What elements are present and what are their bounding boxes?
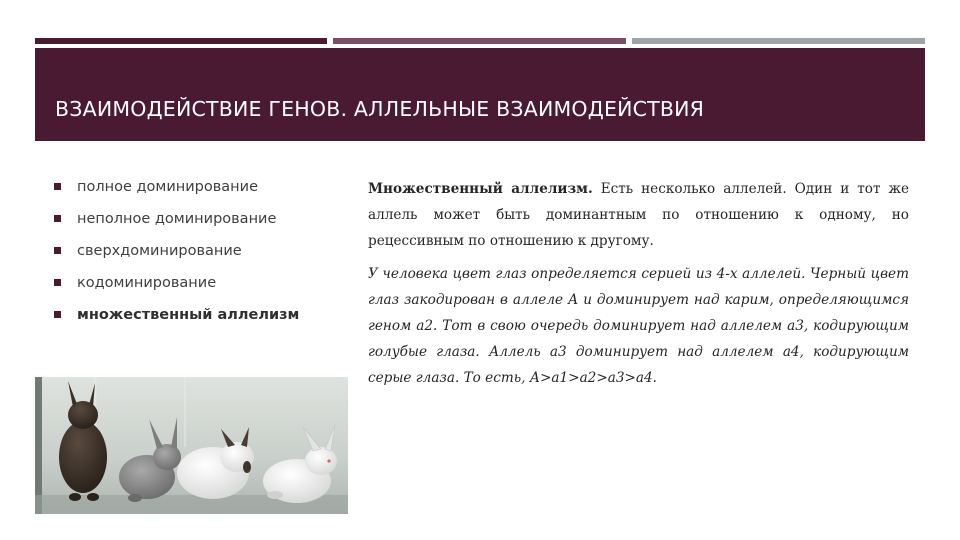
square-bullet-icon bbox=[54, 215, 61, 222]
rabbits-image bbox=[35, 377, 348, 514]
bullet-item bbox=[52, 176, 352, 208]
bullet-text: неполное доминирование bbox=[77, 211, 277, 227]
square-bullet-icon bbox=[54, 279, 61, 286]
bullet-item bbox=[52, 272, 352, 304]
bullet-text: полное доминирование bbox=[77, 179, 258, 195]
square-bullet-icon bbox=[54, 247, 61, 254]
definition-paragraph bbox=[368, 176, 909, 254]
bullet-text: множественный аллелизм bbox=[77, 307, 300, 323]
bullet-item bbox=[52, 208, 352, 240]
top-accent-bar-dark bbox=[35, 38, 327, 44]
example-paragraph: У человека цвет глаз определяется серией из 4-х аллелей. Черный цвет глаз закодирован в аллеле А и доминирует над карим, определяющимся геном а2. Тот в свою очередь доминирует над аллелем а3, кодирующим голубые глаза. Аллель а3 доминирует над аллелем а4, кодирующим серые глаза. То есть, А>а1>а2>а3>а4. bbox=[368, 266, 909, 386]
bullet-text: сверхдоминирование bbox=[77, 243, 242, 259]
title-band bbox=[35, 48, 925, 141]
slide-title: ВЗАИМОДЕЙСТВИЕ ГЕНОВ. АЛЛЕЛЬНЫЕ ВЗАИМОДЕЙСТВИЯ bbox=[55, 97, 705, 121]
definition-term: Множественный аллелизм. bbox=[368, 181, 593, 197]
bullet-item bbox=[52, 304, 352, 336]
square-bullet-icon bbox=[54, 311, 61, 318]
bullet-list bbox=[52, 176, 352, 336]
top-accent-bar-gray bbox=[632, 38, 925, 44]
definition-text: Есть несколько аллелей. Один и тот же аллель может быть доминантным по отношению к одному, но рецессивным по отношению к другому. bbox=[368, 181, 909, 249]
bullet-text: кодоминирование bbox=[77, 275, 217, 291]
square-bullet-icon bbox=[54, 183, 61, 190]
top-accent-bar-mid bbox=[333, 38, 626, 44]
rabbits-photo bbox=[35, 377, 348, 514]
bullet-item bbox=[52, 240, 352, 272]
